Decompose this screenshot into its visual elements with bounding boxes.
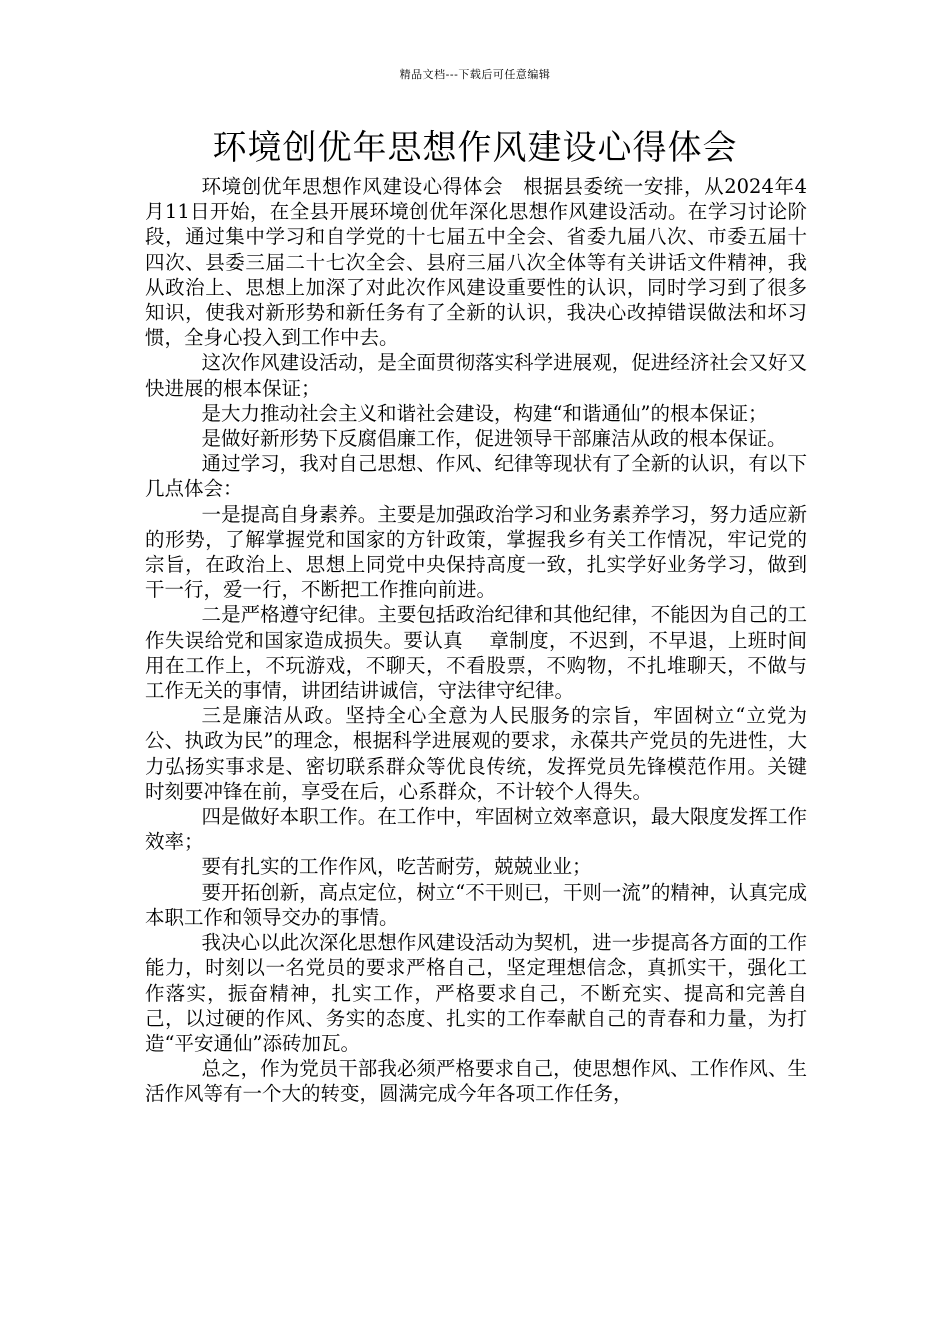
document-title: 环境创优年思想作风建设心得体会 [212, 128, 738, 168]
paragraph: 总之，作为党员干部我必须严格要求自己，使思想作风、工作作风、生活作风等有一个大的转变，圆满完成今年各项工作任务， [145, 1057, 807, 1106]
paragraph: 要开拓创新，高点定位，树立“不干则已，干则一流”的精神，认真完成本职工作和领导交办的事情。 [145, 880, 807, 929]
paragraph: 二是严格遵守纪律。主要包括政治纪律和其他纪律，不能因为自己的工作失误给党和国家造成损失。要认真 章制度，不迟到，不早退，上班时间用在工作上，不玩游戏，不聊天，不看股票，不购物，不扎堆聊天，不做与工作无关的事情，讲团结讲诚信，守法律守纪律。 [145, 603, 807, 703]
paragraph: 环境创优年思想作风建设心得体会 根据县委统一安排，从2024年4月11日开始，在全县开展环境创优年深化思想作风建设活动。在学习讨论阶段，通过集中学习和自学党的十七届五中全会、省委九届八次、市委五届十四次、县委三届二十七次全会、县府三届八次全体等有关讲话文件精神，我从政治上、思想上加深了对此次作风建设重要性的认识，同时学习到了很多知识，使我对新形势和新任务有了全新的认识，我决心改掉错误做法和坏习惯，全身心投入到工作中去。 [145, 175, 807, 350]
paragraph: 这次作风建设活动，是全面贯彻落实科学进展观，促进经济社会又好又快进展的根本保证； [145, 351, 807, 400]
document-body [145, 174, 807, 1107]
paragraph: 四是做好本职工作。在工作中，牢固树立效率意识，最大限度发挥工作效率； [145, 805, 807, 854]
paragraph: 我决心以此次深化思想作风建设活动为契机，进一步提高各方面的工作能力，时刻以一名党员的要求严格自己，坚定理想信念，真抓实干，强化工作落实，振奋精神，扎实工作，严格要求自己，不断充实、提高和完善自己，以过硬的作风、务实的态度、扎实的工作奉献自己的青春和力量，为打造“平安通仙”添砖加瓦。 [145, 931, 807, 1055]
paragraph: 通过学习，我对自己思想、作风、纪律等现状有了全新的认识，有以下几点体会： [145, 452, 807, 501]
paragraph: 是做好新形势下反腐倡廉工作，促进领导干部廉洁从政的根本保证。 [201, 427, 787, 451]
paragraph: 一是提高自身素养。主要是加强政治学习和业务素养学习，努力适应新的形势，了解掌握党和国家的方针政策，掌握我乡有关工作情况，牢记党的宗旨，在政治上、思想上同党中央保持高度一致，扎实学好业务学习，做到干一行，爱一行，不断把工作推向前进。 [145, 502, 807, 602]
paragraph: 是大力推动社会主义和谐社会建设，构建“和谐通仙”的根本保证； [201, 401, 768, 425]
header-note: 精品文档---下载后可任意编辑 [399, 68, 551, 81]
paragraph: 三是廉洁从政。坚持全心全意为人民服务的宗旨，牢固树立“立党为公、执政为民”的理念，根据科学进展观的要求，永葆共产党员的先进性，大力弘扬实事求是、密切联系群众等优良传统，发挥党员先锋模范作用。关键时刻要冲锋在前，享受在后，心系群众，不计较个人得失。 [145, 704, 807, 803]
paragraph: 要有扎实的工作作风，吃苦耐劳，兢兢业业； [201, 855, 592, 879]
